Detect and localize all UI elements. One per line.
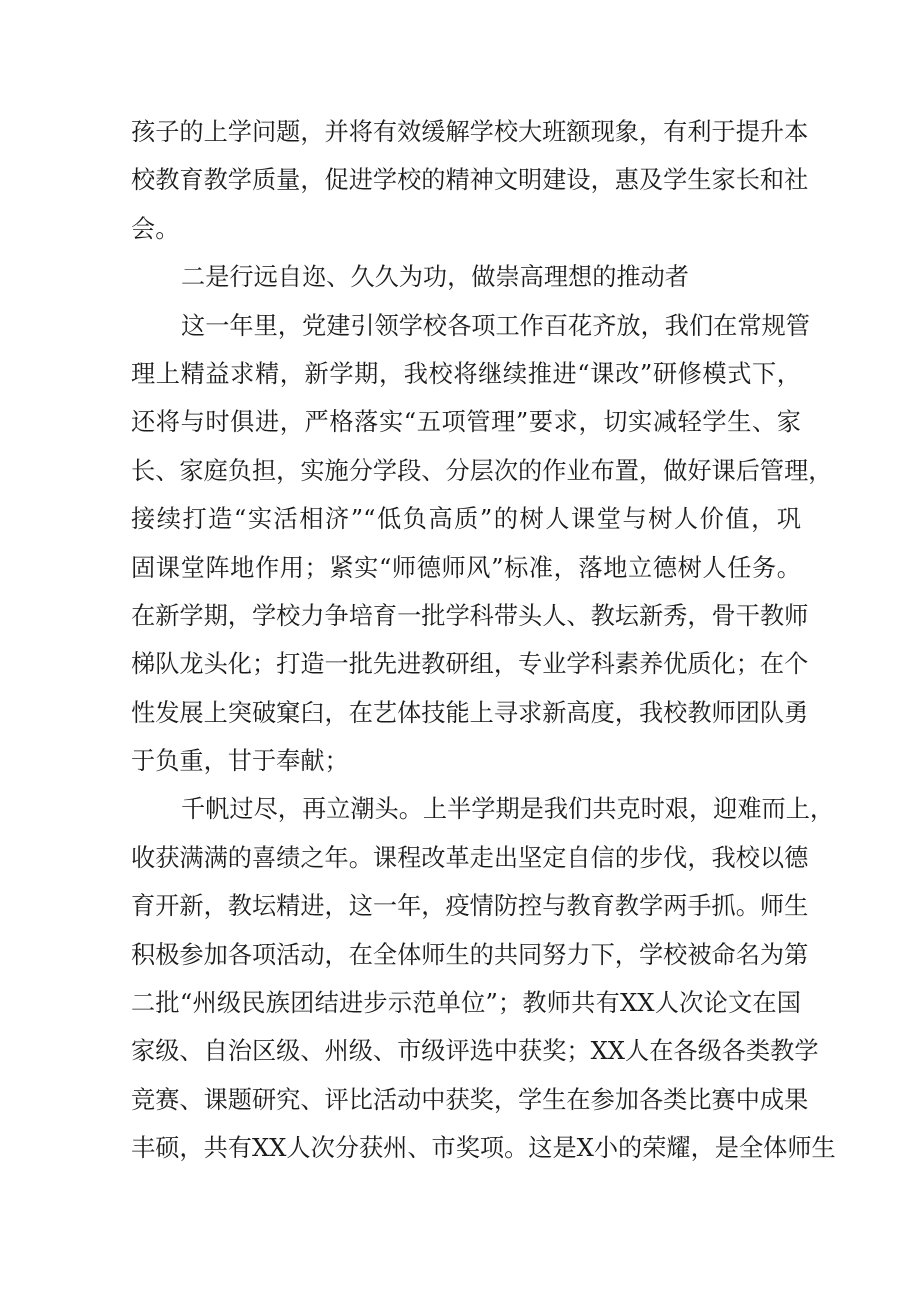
text-line: 接续打造“实活相济”“低负高质”的树人课堂与树人价值，巩 bbox=[131, 505, 801, 534]
text-line: 积极参加各项活动，在全体师生的共同努力下，学校被命名为第 bbox=[131, 940, 809, 969]
text-line: 千帆过尽，再立潮头。上半学期是我们共克时艰，迎难而上， bbox=[181, 795, 835, 824]
text-line: 孩子的上学问题，并将有效缓解学校大班额现象，有利于提升本 bbox=[131, 118, 809, 146]
text-line: 性发展上突破窠臼，在艺体技能上寻求新高度，我校教师团队勇 bbox=[131, 698, 809, 727]
text-line: 还将与时俱进，严格落实“五项管理”要求，切实减轻学生、家 bbox=[131, 408, 801, 437]
text-line: 于负重，甘于奉献； bbox=[131, 747, 349, 776]
text-line: 丰硕，共有XX人次分获州、市奖项。这是X小的荣耀，是全体师生 bbox=[131, 1134, 836, 1163]
document-body bbox=[131, 108, 836, 1173]
text-line: 育开新，教坛精进，这一年，疫情防控与教育教学两手抓。师生 bbox=[131, 892, 809, 921]
text-line: 家级、自治区级、州级、市级评选中获奖；XX人在各级各类教学 bbox=[131, 1037, 819, 1066]
text-line: 固课堂阵地作用；紧实“师德师风”标准，落地立德树人任务。 bbox=[131, 553, 801, 582]
text-line: 会。 bbox=[131, 214, 180, 243]
text-line: 竞赛、课题研究、评比活动中获奖，学生在参加各类比赛中成果 bbox=[131, 1085, 809, 1114]
text-line: 校教育教学质量，促进学校的精神文明建设，惠及学生家长和社 bbox=[131, 166, 809, 195]
text-line: 收获满满的喜绩之年。课程改革走出坚定自信的步伐，我校以德 bbox=[131, 843, 809, 872]
text-line: 梯队龙头化；打造一批先进教研组，专业学科素养优质化；在个 bbox=[131, 650, 809, 679]
section-heading: 二是行远自迩、久久为功，做崇高理想的推动者 bbox=[181, 263, 689, 292]
text-line: 二批“州级民族团结进步示范单位”；教师共有XX人次论文在国 bbox=[131, 989, 801, 1018]
text-line: 长、家庭负担，实施分学段、分层次的作业布置，做好课后管理， bbox=[131, 456, 833, 485]
text-line: 理上精益求精，新学期，我校将继续推进“课改”研修模式下， bbox=[131, 359, 801, 388]
text-line: 在新学期，学校力争培育一批学科带头人、教坛新秀，骨干教师 bbox=[131, 601, 809, 630]
text-line: 这一年里，党建引领学校各项工作百花齐放，我们在常规管 bbox=[181, 311, 810, 340]
